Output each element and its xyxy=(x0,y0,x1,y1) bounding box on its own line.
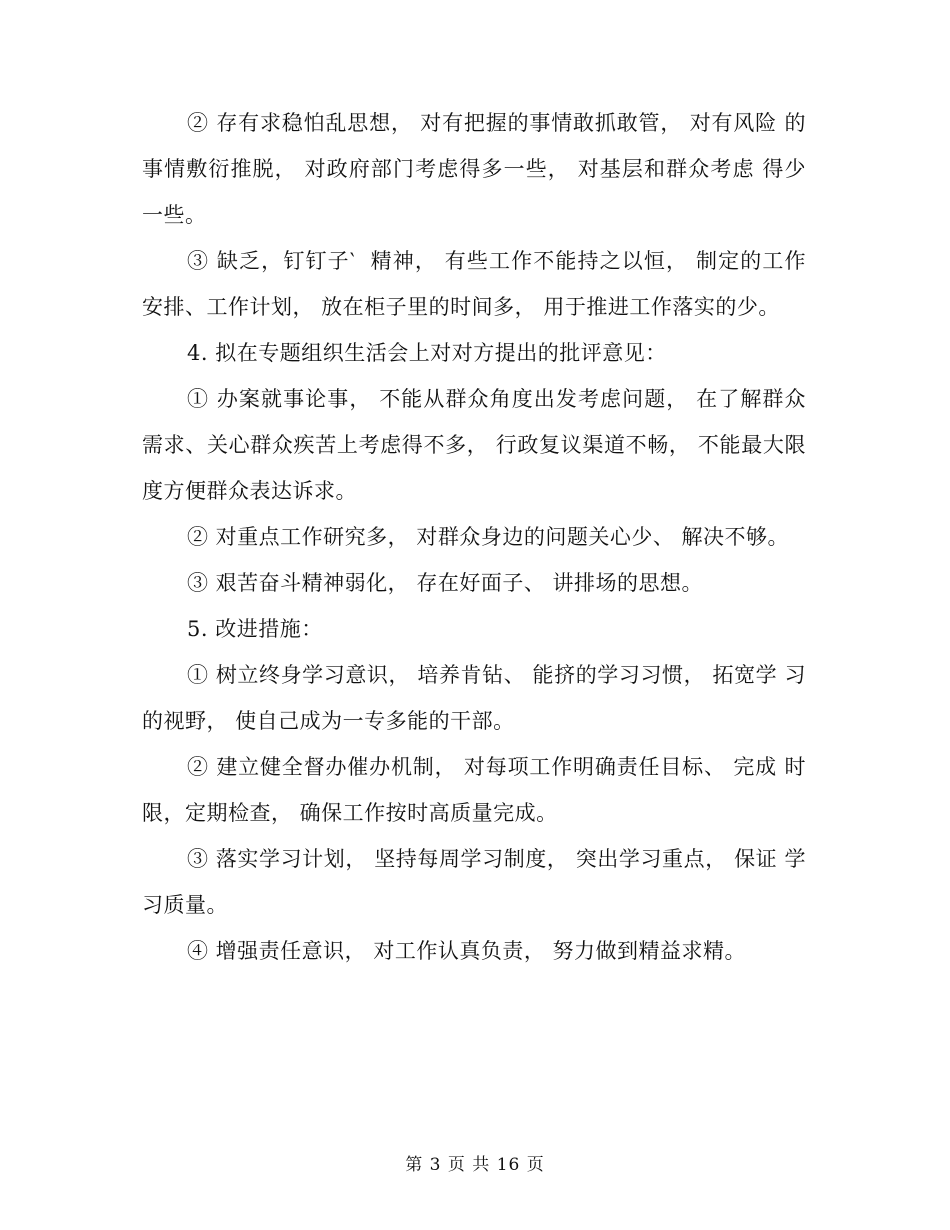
paragraph-6: ③ 艰苦奋斗精神弱化， 存在好面子、 讲排场的思想。 xyxy=(187,571,704,595)
paragraph-10: ③ 落实学习计划， 坚持每周学习制度， 突出学习重点， 保证 学习质量。 xyxy=(142,847,806,917)
paragraph-3: 4. 拟在专题组织生活会上对对方提出的批评意见： xyxy=(187,341,667,365)
page-number-footer: 第 3 页 共 16 页 xyxy=(405,1155,545,1175)
paragraph-8: ① 树立终身学习意识， 培养肯钻、 能挤的学习习惯， 拓宽学 习的视野， 使自己成为一专多能的干部。 xyxy=(142,663,806,733)
paragraph-11: ④ 增强责任意识， 对工作认真负责， 努力做到精益求精。 xyxy=(187,939,747,963)
paragraph-9: ② 建立健全督办催办机制， 对每项工作明确责任目标、 完成 时限，定期检查， 确保工作按时高质量完成。 xyxy=(142,755,806,825)
paragraph-5: ② 对重点工作研究多， 对群众身边的问题关心少、 解决不够。 xyxy=(187,525,790,549)
paragraph-7: 5. 改进措施： xyxy=(187,617,323,641)
paragraph-4: ① 办案就事论事， 不能从群众角度出发考虑问题， 在了解群众需求、关心群众疾苦上考虑得不多， 行政复议渠道不畅， 不能最大限度方便群众表达诉求。 xyxy=(142,387,806,503)
paragraph-2: ③ 缺乏，钉钉子‵ 精神， 有些工作不能持之以恒， 制定的工作安排、工作计划， 放在柜子里的时间多， 用于推进工作落实的少。 xyxy=(142,249,806,319)
paragraph-1: ② 存有求稳怕乱思想， 对有把握的事情敢抓敢管， 对有风险 的事情敷衍推脱， 对政府部门考虑得多一些， 对基层和群众考虑 得少一些。 xyxy=(142,111,806,227)
document-body xyxy=(142,100,806,974)
